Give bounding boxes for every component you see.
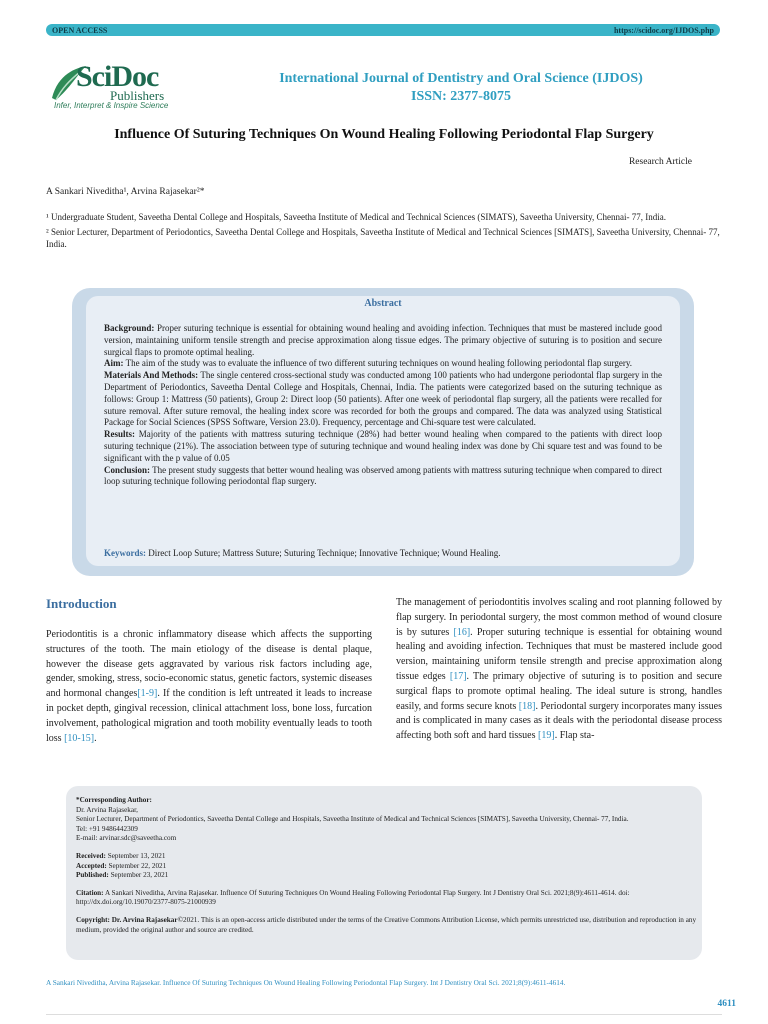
abstract-background: Background: Proper suturing technique is essential for obtaining wound healing and avoiding infection. Techniques that must be mastered include good version, maintaining uniform tensile strength and precise approximation along tissue edges. The primary objective of suturing is to position and secure surgical flaps to promote optimal healing.	[104, 323, 663, 357]
page-number: 4611	[717, 999, 736, 1009]
abstract-heading: Abstract	[364, 298, 402, 309]
intro-paragraph-left: Periodontitis is a chronic inflammatory disease which affects the supporting structures of the tooth. The main etiology of the disease is dental plaque, however the disease gets aggravated by various risk factors including age, gender, smoking, stress, socio-economic status, genetic factors, systemic diseases and hormonal changes[1-9]. If the condition is left untreated it leads to increase in pocket depth, gingival recession, clinical attachment loss, bone loss, furcation involvement, pathological migration and tooth mobility eventually leads to tooth loss [10-15].	[46, 629, 372, 744]
journal-name: International Journal of Dentistry and Oral Science (IJDOS)	[279, 71, 643, 86]
corresponding-dept: Senior Lecturer, Department of Periodontics, Saveetha Dental College and Hospitals, Saveetha Institute of Medical and Technical Sciences [SIMATS], Saveetha University, Chennai- 77, India.	[76, 815, 629, 824]
citation-link[interactable]: [16]	[453, 626, 471, 638]
footer-divider	[46, 1014, 722, 1015]
published-date: Published: September 23, 2021	[76, 871, 169, 880]
logo-sub-text: Publishers	[110, 88, 165, 103]
abstract-methods: Materials And Methods: The single centered cross-sectional study was conducted among 100 patients who had undergone periodontal flap surgery in the Department of Periodontics, Saveetha Dental College and Hospitals, Chennai, India. The patients were categorized based on the suturing technique as follows: Group 1: Mattress (50 patients), Group 2: Direct loop (50 patients). After one week of periodontal flap surgery, all the patients were recalled for suture removal. After suture removal, the healing index score was recorded for both the groups and compared. The data was analyzed using Statistical Package for Social Sciences (SPSS Software, Version 23.0). Frequency, percentage and Chi-square test were calculated.	[104, 370, 662, 428]
author-list: A Sankari Niveditha¹, Arvina Rajasekar²*	[46, 187, 205, 197]
affiliations	[46, 211, 722, 253]
citation-link[interactable]: [18]	[518, 700, 536, 712]
received-date: Received: September 13, 2021	[76, 851, 166, 860]
citation-link[interactable]: [10-15]	[64, 732, 95, 744]
abstract-results: Results: Majority of the patients with mattress suturing technique (28%) had better wound healing when compared to the patients with direct loop suturing technique (21%). The association between type of suturing technique and wound healing index was done by Chi square test and was found to be significant with the p value of 0.05	[104, 429, 663, 463]
logo-main-text: SciDoc	[76, 60, 159, 93]
accepted-date: Accepted: September 22, 2021	[76, 861, 167, 870]
logo-tagline: Infer, Interpret & Inspire Science	[54, 101, 169, 110]
corresponding-label: *Corresponding Author:	[76, 796, 152, 804]
corresponding-author-details	[76, 796, 700, 935]
abstract-conclusion: Conclusion: The present study suggests that better wound healing was observed among patients with mattress suturing technique when compared to direct loop suturing technique following periodontal flap surgery.	[104, 464, 663, 487]
publisher-logo	[48, 58, 208, 114]
affiliation-item: ¹ Undergraduate Student, Saveetha Dental College and Hospitals, Saveetha Institute of Medical and Technical Sciences (SIMATS), Saveetha University, Chennai- 77, India.	[46, 212, 666, 222]
corresponding-name: Dr. Arvina Rajasekar,	[76, 805, 138, 814]
intro-paragraph-right: The management of periodontitis involves scaling and root planning followed by flap surgery. In periodontal surgery, the most common method of wound closure is by sutures [16]. Proper suturing technique is essential for obtaining wound healing and avoiding infection. Techniques that must be mastered include good version, maintaining uniform tensile strength and precise approximation along tissue edges [17]. The primary objective of suturing is to position and secure surgical flaps to promote optimal healing. The ideal suture is strong, handles easily, and forms secure knots [18]. Periodontal surgery incorporates many issues and is complicated in many cases as it deals with the periodontal disease process affecting both soft and hard tissues [19]. Flap sta-	[396, 597, 722, 742]
journal-header	[226, 70, 696, 106]
section-heading-introduction: Introduction	[46, 596, 117, 611]
article-type: Research Article	[628, 157, 692, 167]
article-title: Influence Of Suturing Techniques On Wound Healing Following Periodontal Flap Surgery	[114, 127, 654, 142]
affiliation-item: ² Senior Lecturer, Department of Periodontics, Saveetha Dental College and Hospitals, Saveetha Institute of Medical and Technical Sciences [SIMATS], Saveetha University, Chennai- 77, India.	[46, 226, 720, 249]
copyright-text: Copyright: Dr. Arvina Rajasekar©2021. This is an open-access article distributed under the terms of the Creative Commons Attribution License, which permits unrestricted use, distribution and reproduction in any medium, provided the original author and source are credited.	[76, 915, 697, 934]
footer-citation: A Sankari Niveditha, Arvina Rajasekar. Influence Of Suturing Techniques On Wound Healing Following Periodontal Flap Surgery. Int J Dentistry Oral Sci. 2021;8(9):4611-4614.	[46, 978, 566, 987]
keywords: Keywords: Direct Loop Suture; Mattress Suture; Suturing Technique; Innovative Technique; Wound Healing.	[104, 548, 501, 558]
abstract-aim: Aim: The aim of the study was to evaluate the influence of two different suturing techniques on wound healing following periodontal flap surgery.	[104, 358, 633, 369]
citation-link[interactable]: [17]	[449, 670, 467, 682]
journal-issn: ISSN: 2377-8075	[411, 89, 511, 104]
journal-url-link[interactable]: https://scidoc.org/IJDOS.php	[613, 25, 714, 35]
abstract-body	[104, 323, 662, 488]
corresponding-email[interactable]: E-mail: arvinar.sdc@saveetha.com	[76, 834, 177, 843]
citation-link[interactable]: [1-9]	[137, 688, 158, 700]
corresponding-tel: Tel: +91 9486442309	[76, 824, 138, 833]
open-access-label: OPEN ACCESS	[52, 25, 108, 35]
header-bar	[46, 24, 720, 36]
citation-link[interactable]: [19]	[538, 730, 555, 742]
citation-text: Citation: A Sankari Niveditha, Arvina Rajasekar. Influence Of Suturing Techniques On Wound Healing Following Periodontal Flap Surgery. Int J Dentistry Oral Sci. 2021;8(9):4611-4614. doi: http://dx.doi.org/10.19070/2377-8075-21000939	[76, 888, 630, 907]
